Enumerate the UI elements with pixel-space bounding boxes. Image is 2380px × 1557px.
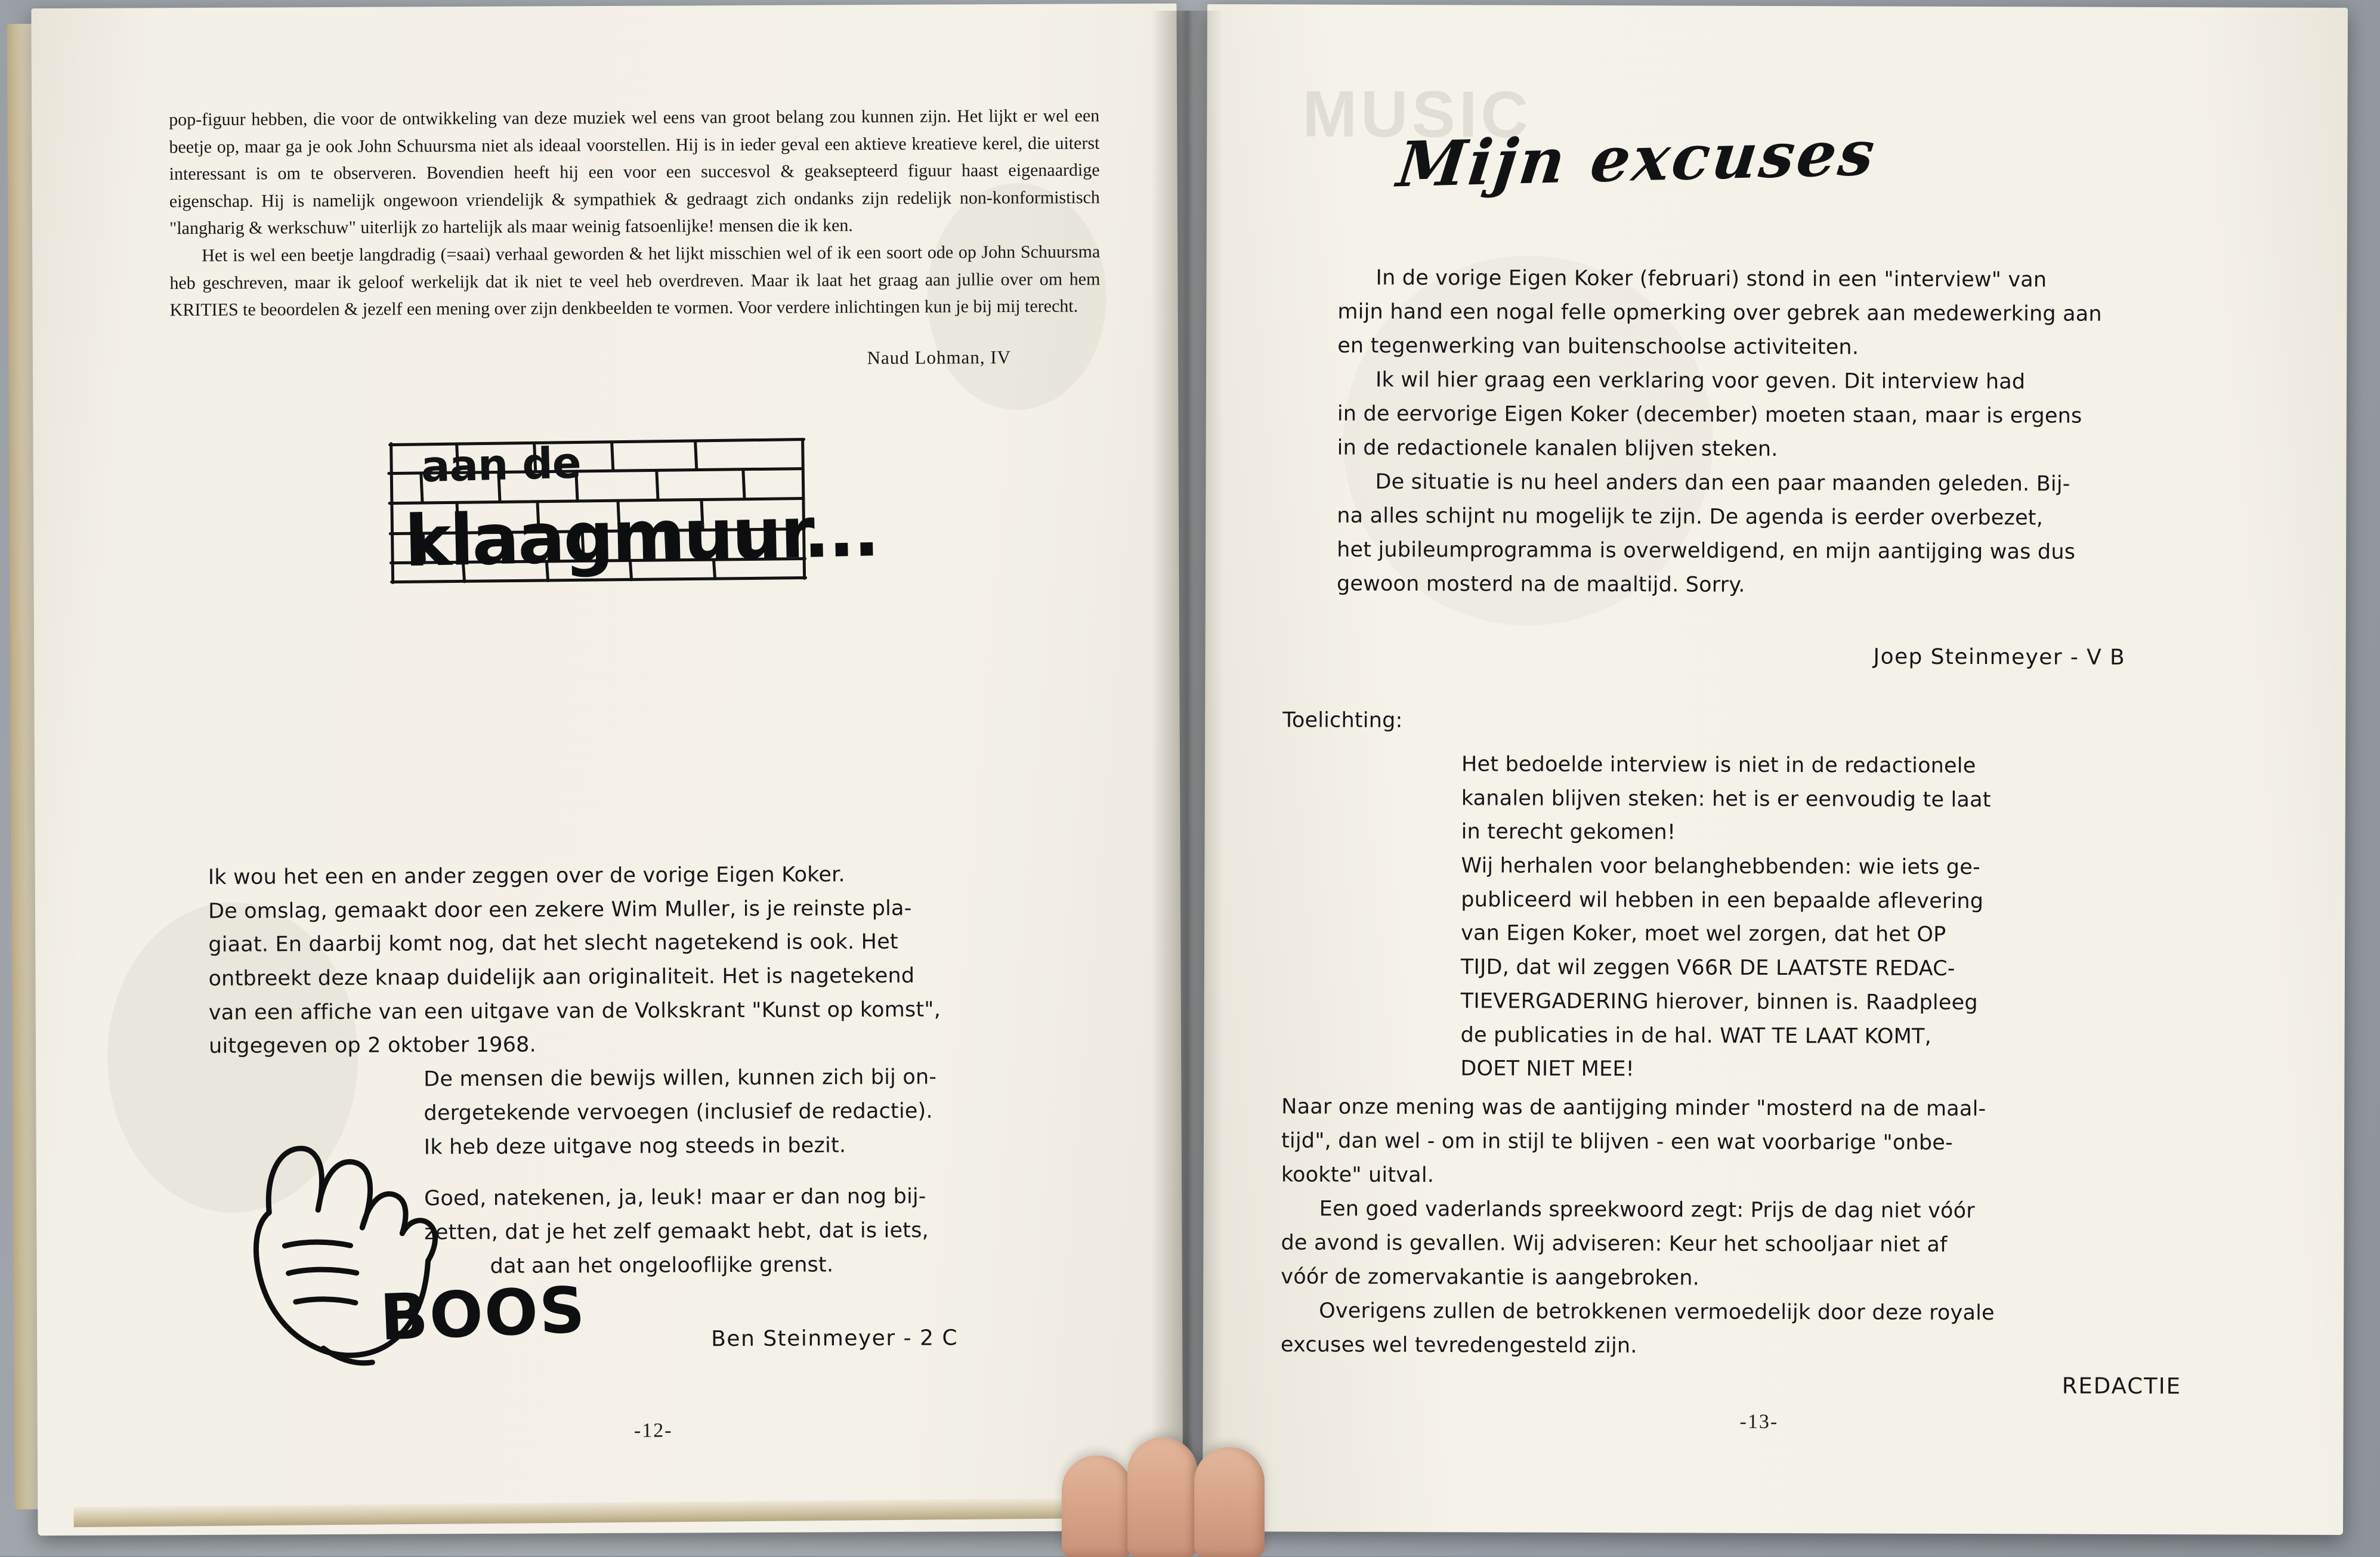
left-page-number: -12- (633, 1419, 673, 1442)
toelichting-label: Toelichting: (1282, 708, 1403, 733)
editorial-signature: REDACTIE (2061, 1373, 2182, 1400)
letter-indented-line: De mensen die bewijs willen, kunnen zich bij on- (424, 1065, 937, 1092)
note-line: publiceerd wil hebben in een bepaalde aflevering (1461, 888, 1984, 913)
letter-closing-line: Goed, natekenen, ja, leuk! maar er dan nog bij- (424, 1184, 926, 1211)
letter-indented-line: dergetekende vervoegen (inclusief de redactie). (424, 1099, 933, 1126)
holding-hand (1056, 1429, 1312, 1557)
letter-closing-line: zetten, dat je het zelf gemaakt hebt, dat is iets, (424, 1218, 929, 1245)
body-line: in de eervorige Eigen Koker (december) moeten staan, maar is ergens (1337, 401, 2082, 428)
closing-line: Een goed vaderlands spreekwoord zegt: Prijs de dag niet vóór (1319, 1197, 1975, 1224)
page-stack-edge-bottom (73, 1497, 1195, 1527)
body-line: en tegenwerking van buitenschoolse activiteiten. (1337, 333, 1859, 360)
finger (1127, 1438, 1198, 1557)
klaagmuur-word-1: aan de (420, 437, 582, 492)
letter-line: van een affiche van een uitgave van de Volkskrant "Kunst op komst", (208, 997, 941, 1025)
letter-line: uitgegeven op 2 oktober 1968. (208, 1033, 537, 1059)
body-line: gewoon mosterd na de maaltijd. Sorry. (1336, 572, 1745, 598)
showthrough-ghost-text: MUSIC (1302, 77, 1532, 152)
right-page-number: -13- (1739, 1410, 1779, 1434)
note-line: Het bedoelde interview is niet in de redactionele (1461, 752, 1976, 778)
letter-line: De omslag, gemaakt door een zekere Wim Muller, is je reinste pla- (208, 896, 912, 923)
closing-line: Overigens zullen de betrokkenen vermoedelijk door deze royale (1319, 1299, 1995, 1326)
note-line: TIEVERGADERING hierover, binnen is. Raadpleeg (1460, 989, 1978, 1015)
article-signature: Naud Lohman, IV (867, 346, 1012, 368)
note-line: de publicaties in de hal. WAT TE LAAT KOMT, (1460, 1022, 1932, 1049)
editorial-note (1460, 747, 2255, 1088)
note-line: kanalen blijven steken: het is er eenvoudig te laat (1461, 786, 1991, 812)
closing-line: de avond is gevallen. Wij adviseren: Keur het schooljaar niet af (1281, 1231, 1948, 1258)
letter-line: ontbreekt deze knaap duidelijk aan originaliteit. Het is nagetekend (208, 963, 915, 991)
letter-line: giaat. En daarbij komt nog, dat het slecht nagetekend is ook. Het (208, 930, 898, 957)
klaagmuur-word-2: klaagmuur... (403, 490, 879, 583)
note-line: TIJD, dat wil zeggen V66R DE LAATSTE REDAC- (1460, 955, 1955, 981)
closing-line: vóór de zomervakantie is aangebroken. (1281, 1265, 1700, 1290)
finger (1194, 1447, 1265, 1557)
left-article-text (169, 102, 1101, 372)
right-page (1203, 4, 2348, 1535)
right-body-text (1337, 261, 2257, 604)
letter-indented-line: Ik heb deze uitgave nog steeds in bezit. (424, 1133, 846, 1159)
article-paragraph-1: pop-figuur hebben, die voor de ontwikkeling van deze muziek wel eens van groot belang zou kunnen zijn. Het lijkt er wel een beetje op, maar ga je ook John Schuursma niet als ideaal voorstellen. Hij is in ieder geval een aktieve kreatieve kerel, die uiterst interessant is om te observeren. Bovendien heeft hij een voor een succesvol & geaksepteerd figuur haast eigenaardige eigenschap. Hij is namelijk ongewoon vriendelijk & sympathiek & gedraagt zich ondanks zijn redelijk non-konformistisch "langharig & werkschuw" uiterlijk zo hartelijk als maar weinig fatsoenlijke! mensen die ik ken. (169, 106, 1100, 239)
body-line: Ik wil hier graag een verklaring voor geven. Dit interview had (1375, 368, 2026, 394)
note-line: van Eigen Koker, moet wel zorgen, dat het OP (1461, 921, 1946, 947)
letter-signature: Ben Steinmeyer - 2 C (711, 1326, 959, 1352)
closing-line: excuses wel tevredengesteld zijn. (1280, 1333, 1637, 1358)
body-line: De situatie is nu heel anders dan een paar maanden geleden. Bij- (1375, 470, 2070, 496)
closing-line: tijd", dan wel - om in stijl te blijven - een wat voorbarige "onbe- (1281, 1129, 1953, 1155)
left-page (31, 4, 1183, 1536)
article-paragraph-2: Het is wel een beetje langdradig (=saai) verhaal geworden & het lijkt misschien wel of ik een soort ode op John Schuursma heb geschreven, maar ik geloof werkelijk dat ik niet te veel heb overdreven. Maar ik laat het graag aan jullie over om hem KRITIES te beoordelen & jezelf een mening over zijn denkbeelden te vormen. Voor verdere inlichtingen kun je bij mij terecht. (169, 242, 1101, 320)
klaagmuur-logo (367, 422, 879, 616)
letter-line: Ik wou het een en ander zeggen over de vorige Eigen Koker. (208, 863, 845, 889)
body-line: In de vorige Eigen Koker (februari) stond in een "interview" van (1376, 265, 2047, 292)
closing-line: kookte" uitval. (1281, 1163, 1435, 1188)
note-line: in terecht gekomen! (1461, 820, 1676, 845)
closing-text (1281, 1090, 2260, 1366)
body-line: na alles schijnt nu mogelijk te zijn. De agenda is eerder overbezet, (1337, 504, 2044, 530)
closing-line: Naar onze mening was de aantijging minder "mosterd na de maal- (1281, 1095, 1986, 1122)
letter-closing-line: dat aan het ongelooflijke grenst. (490, 1252, 834, 1278)
boos-stamp: BOOS (378, 1273, 588, 1355)
body-line: in de redactionele kanalen blijven steken. (1337, 435, 1778, 462)
body-line: mijn hand een nogal felle opmerking over gebrek aan medewerking aan (1337, 299, 2102, 326)
finger (1062, 1456, 1132, 1557)
body-signature: Joep Steinmeyer - V B (1873, 644, 2126, 670)
body-line: het jubileumprogramma is overweldigend, en mijn aantijging was dus (1337, 538, 2076, 564)
note-line: Wij herhalen voor belanghebbenden: wie iets ge- (1461, 854, 1980, 880)
note-line: DOET NIET MEE! (1460, 1056, 1634, 1082)
page-title: Mijn excuses (1393, 116, 1881, 202)
